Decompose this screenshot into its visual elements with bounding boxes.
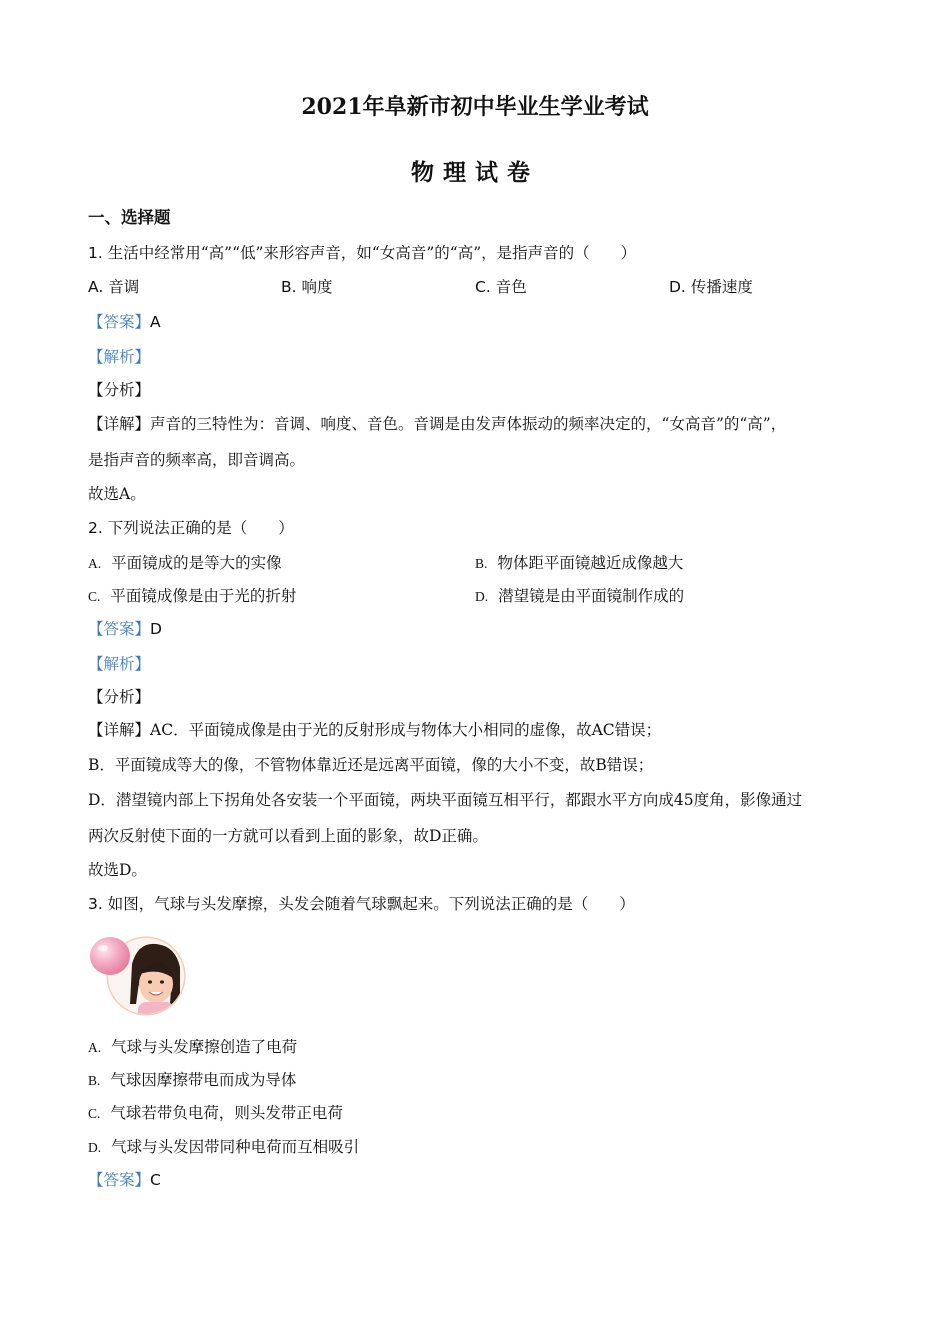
q1-answer: 【答案】A (88, 313, 161, 331)
balloon-girl-image (88, 934, 188, 1016)
question-stem: 如图，气球与头发摩擦，头发会随着气球飘起来。下列说法正确的是（ ） (107, 895, 635, 913)
exam-title: 2021年阜新市初中毕业生学业考试 (301, 94, 649, 120)
q3-option-d: D. 气球与头发因带同种电荷而互相吸引 (88, 1138, 360, 1156)
q2-conclusion: 故选D。 (88, 861, 147, 879)
q2-detail-d-cont: 两次反射使下面的一方就可以看到上面的影象，故D正确。 (88, 827, 488, 845)
q1-detail: 【详解】声音的三特性为：音调、响度、音色。音调是由发声体振动的频率决定的，“女高音”的“高”， (88, 415, 787, 433)
question-number: 3. (88, 895, 103, 913)
q1-conclusion: 故选A。 (88, 485, 146, 503)
question-2 (88, 518, 294, 538)
question-1 (88, 243, 636, 263)
exam-subtitle: 物理试卷 (411, 159, 539, 186)
question-stem: 生活中经常用“高”“低”来形容声音，如“女高音”的“高”，是指声音的（ ） (107, 244, 637, 262)
question-number: 1. (88, 244, 103, 262)
q2-option-c: C. 平面镜成像是由于光的折射 (88, 587, 297, 605)
q3-answer: 【答案】C (88, 1171, 161, 1189)
q2-answer: 【答案】D (88, 620, 162, 638)
q1-fenxi-tag: 【分析】 (88, 381, 151, 399)
question-3 (88, 894, 635, 914)
q1-option-b: B. 响度 (281, 278, 333, 296)
q3-option-b: B. 气球因摩擦带电而成为导体 (88, 1071, 297, 1089)
q2-detail: 【详解】AC．平面镜成像是由于光的反射形成与物体大小相同的虚像，故AC错误； (88, 721, 662, 739)
q2-option-a: A. 平面镜成的是等大的实像 (88, 554, 282, 572)
q1-option-a: A. 音调 (88, 278, 140, 296)
section-heading: 一、选择题 (88, 208, 171, 227)
question-stem: 下列说法正确的是（ ） (107, 519, 294, 537)
q2-analysis-tag: 【解析】 (88, 655, 151, 673)
q3-option-c: C. 气球若带负电荷，则头发带正电荷 (88, 1104, 343, 1122)
q2-option-b: B. 物体距平面镜越近成像越大 (475, 554, 684, 572)
q1-option-d: D. 传播速度 (669, 278, 753, 296)
q2-detail-b: B．平面镜成等大的像，不管物体靠近还是远离平面镜，像的大小不变，故B错误； (88, 756, 654, 774)
q1-analysis-tag: 【解析】 (88, 348, 151, 366)
q1-option-c: C. 音色 (475, 278, 527, 296)
q3-option-a: A. 气球与头发摩擦创造了电荷 (88, 1038, 298, 1056)
q2-option-d: D. 潜望镜是由平面镜制作成的 (475, 587, 685, 605)
q2-detail-d: D．潜望镜内部上下拐角处各安装一个平面镜，两块平面镜互相平行，都跟水平方向成45度角，影像通过 (88, 791, 803, 809)
question-number: 2. (88, 519, 103, 537)
q1-detail-cont: 是指声音的频率高，即音调高。 (88, 451, 306, 469)
q2-fenxi-tag: 【分析】 (88, 688, 151, 706)
